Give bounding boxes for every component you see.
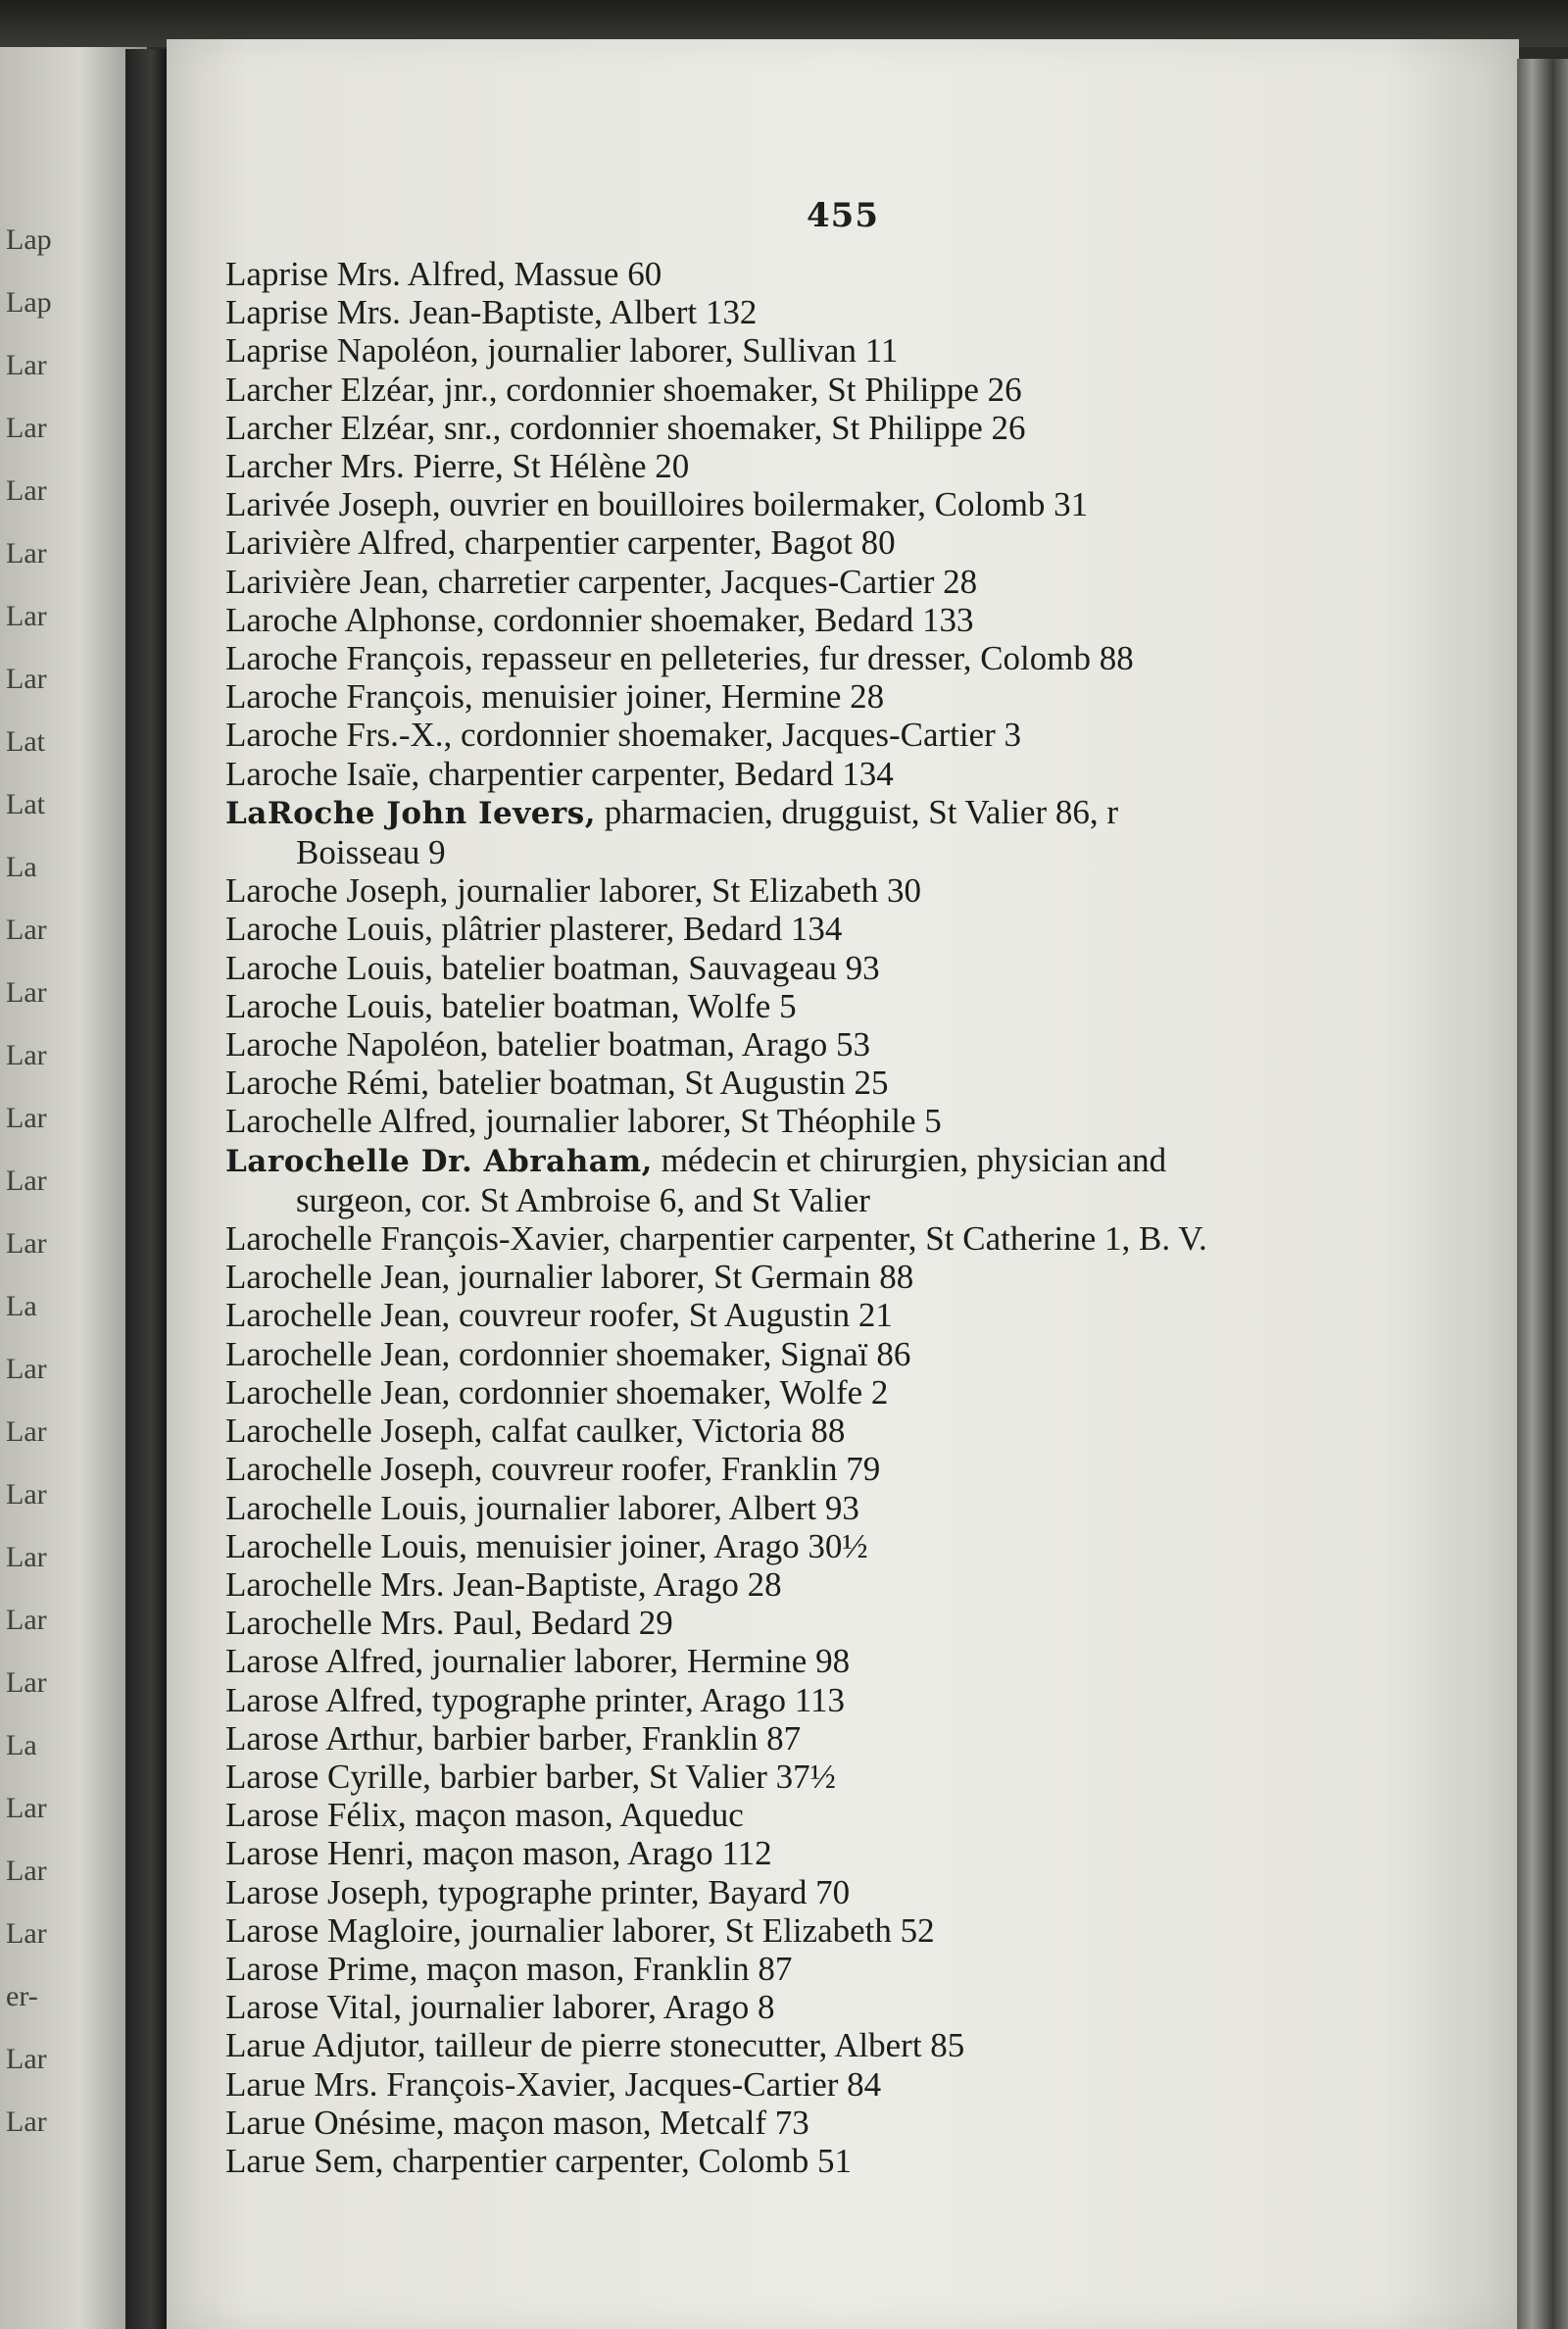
facing-page-fragment: Lap (6, 286, 52, 319)
directory-entry: Larivière Alfred, charpentier carpenter, Bagot 80 (225, 523, 896, 563)
directory-entry: Larue Sem, charpentier carpenter, Colomb 51 (225, 2141, 853, 2180)
facing-page-fragment: er- (6, 1980, 38, 2012)
directory-entry: Laroche François, menuisier joiner, Hermine 28 (225, 677, 885, 717)
directory-entry: Larcher Mrs. Pierre, St Hélène 20 (225, 447, 690, 486)
directory-entry: Larochelle Jean, cordonnier shoemaker, Wolfe 2 (225, 1372, 889, 1412)
facing-page-fragment: Lar (6, 1478, 47, 1511)
directory-entry: Laroche Louis, batelier boatman, Sauvageau 93 (225, 948, 880, 987)
entry-text: médecin et chirurgien, physician and (652, 1140, 1167, 1179)
facing-page-fragment: Lar (6, 2106, 47, 2138)
directory-entry: Larose Cyrille, barbier barber, St Valier 37½ (225, 1757, 836, 1796)
facing-page-fragment: Lar (6, 976, 47, 1009)
facing-page-fragment: Lar (6, 1415, 47, 1448)
directory-entry: Larochelle Joseph, couvreur roofer, Franklin 79 (225, 1450, 881, 1489)
directory-entry: Larochelle Jean, cordonnier shoemaker, Signaï 86 (225, 1334, 911, 1373)
directory-entry: Larose Félix, maçon mason, Aqueduc (225, 1796, 744, 1835)
directory-entry: Larochelle Mrs. Paul, Bedard 29 (225, 1604, 673, 1643)
facing-page-fragment: Lar (6, 663, 47, 695)
facing-page-fragment: La (6, 851, 37, 883)
directory-entry: Laprise Mrs. Jean-Baptiste, Albert 132 (225, 293, 758, 332)
directory-entry: Larivée Joseph, ouvrier en bouilloires boilermaker, Colomb 31 (225, 485, 1089, 524)
facing-page-fragment: Lar (6, 2043, 47, 2075)
facing-page-fragment: Lar (6, 1792, 47, 1824)
directory-entry: Laroche Louis, plâtrier plasterer, Bedard 134 (225, 910, 843, 949)
directory-entry: Laroche Louis, batelier boatman, Wolfe 5 (225, 986, 797, 1025)
directory-entry: Laroche Alphonse, cordonnier shoemaker, Bedard 133 (225, 600, 974, 639)
directory-entry: Larochelle Jean, couvreur roofer, St Augustin 21 (225, 1296, 893, 1335)
directory-entry: Larochelle Joseph, calfat caulker, Victoria 88 (225, 1412, 846, 1451)
directory-entry: Larochelle Alfred, journalier laborer, St Théophile 5 (225, 1102, 942, 1141)
directory-entry (225, 1141, 1499, 1181)
book-gutter (125, 49, 169, 2329)
facing-page-fragment: Lar (6, 914, 47, 946)
facing-page-fragment: Lap (6, 223, 52, 256)
facing-page-fragment: Lar (6, 1039, 47, 1071)
facing-page-fragment: Lar (6, 474, 47, 507)
page-stack-edge (1517, 59, 1568, 2329)
directory-entry: Larivière Jean, charretier carpenter, Jacques-Cartier 28 (225, 562, 978, 601)
page-number: 455 (807, 196, 879, 235)
directory-entry: Larochelle Mrs. Jean-Baptiste, Arago 28 (225, 1564, 782, 1604)
facing-page-fragment: La (6, 1290, 37, 1322)
facing-page-fragment: Lar (6, 600, 47, 632)
entry-text: pharmacien, drugguist, St Valier 86, r (596, 792, 1119, 831)
directory-entry: Larose Magloire, journalier laborer, St Elizabeth 52 (225, 1910, 935, 1950)
directory-entry: Larue Onésime, maçon mason, Metcalf 73 (225, 2103, 809, 2142)
facing-page-fragment: Lar (6, 1164, 47, 1197)
directory-entry: Laprise Napoléon, journalier laborer, Sullivan 11 (225, 331, 899, 371)
facing-page-fragment: Lar (6, 537, 47, 570)
directory-entry: Laroche Napoléon, batelier boatman, Arago 53 (225, 1025, 870, 1065)
directory-entry: Laprise Mrs. Alfred, Massue 60 (225, 255, 662, 293)
directory-entry: Laroche Frs.-X., cordonnier shoemaker, Jacques-Cartier 3 (225, 716, 1022, 755)
facing-page-fragment: Lat (6, 725, 45, 758)
entry-bold-name: Larochelle Dr. Abraham, (225, 1143, 653, 1179)
facing-page-fragment: Lat (6, 788, 45, 820)
directory-entry: Larose Arthur, barbier barber, Franklin 87 (225, 1718, 802, 1758)
directory-entry: Larose Alfred, typographe printer, Arago 113 (225, 1680, 845, 1719)
directory-page (167, 39, 1519, 2329)
directory-entry: Larue Mrs. François-Xavier, Jacques-Cartier 84 (225, 2064, 882, 2104)
facing-page-fragment: Lar (6, 1353, 47, 1385)
facing-page-fragment: Lar (6, 1917, 47, 1950)
facing-page-fragment: Lar (6, 1227, 47, 1260)
facing-page-fragment: La (6, 1729, 37, 1761)
directory-entry: Laroche Rémi, batelier boatman, St Augustin 25 (225, 1064, 889, 1103)
facing-page-fragment: Lar (6, 1541, 47, 1573)
directory-entry: Larochelle Louis, journalier laborer, Albert 93 (225, 1488, 859, 1527)
directory-entry: Larue Adjutor, tailleur de pierre stonecutter, Albert 85 (225, 2026, 965, 2065)
directory-entry: Larochelle François-Xavier, charpentier carpenter, St Catherine 1, B. V. (225, 1219, 1207, 1259)
directory-entry: Larose Vital, journalier laborer, Arago 8 (225, 1988, 775, 2027)
directory-entry: Larochelle Jean, journalier laborer, St Germain 88 (225, 1258, 914, 1297)
directory-entry (225, 793, 1499, 833)
facing-page-fragment: Lar (6, 349, 47, 381)
entry-bold-name: LaRoche John Ievers, (225, 795, 597, 831)
directory-entry: Larose Alfred, journalier laborer, Hermine 98 (225, 1642, 851, 1681)
directory-entry: Larose Henri, maçon mason, Arago 112 (225, 1834, 772, 1873)
directory-entry-continuation: surgeon, cor. St Ambroise 6, and St Valier (296, 1180, 870, 1219)
directory-entry: Laroche Isaïe, charpentier carpenter, Bedard 134 (225, 754, 894, 793)
facing-page-fragment: Lar (6, 412, 47, 444)
directory-entry-continuation: Boisseau 9 (296, 833, 446, 872)
facing-page-fragment: Lar (6, 1102, 47, 1134)
directory-entry: Larcher Elzéar, jnr., cordonnier shoemaker, St Philippe 26 (225, 370, 1022, 409)
directory-entry: Laroche Joseph, journalier laborer, St Elizabeth 30 (225, 871, 922, 911)
directory-entry: Larcher Elzéar, snr., cordonnier shoemaker, St Philippe 26 (225, 408, 1026, 447)
facing-page-fragment: Lar (6, 1604, 47, 1636)
directory-entry: Larose Prime, maçon mason, Franklin 87 (225, 1949, 793, 1988)
directory-entries (225, 255, 1499, 2180)
directory-entry: Larose Joseph, typographe printer, Bayard 70 (225, 1872, 851, 1911)
directory-entry: Laroche François, repasseur en pelleteries, fur dresser, Colomb 88 (225, 639, 1134, 678)
facing-page-fragment: Lar (6, 1666, 47, 1699)
facing-page-fragment: Lar (6, 1855, 47, 1887)
directory-entry: Larochelle Louis, menuisier joiner, Arago 30½ (225, 1526, 868, 1565)
